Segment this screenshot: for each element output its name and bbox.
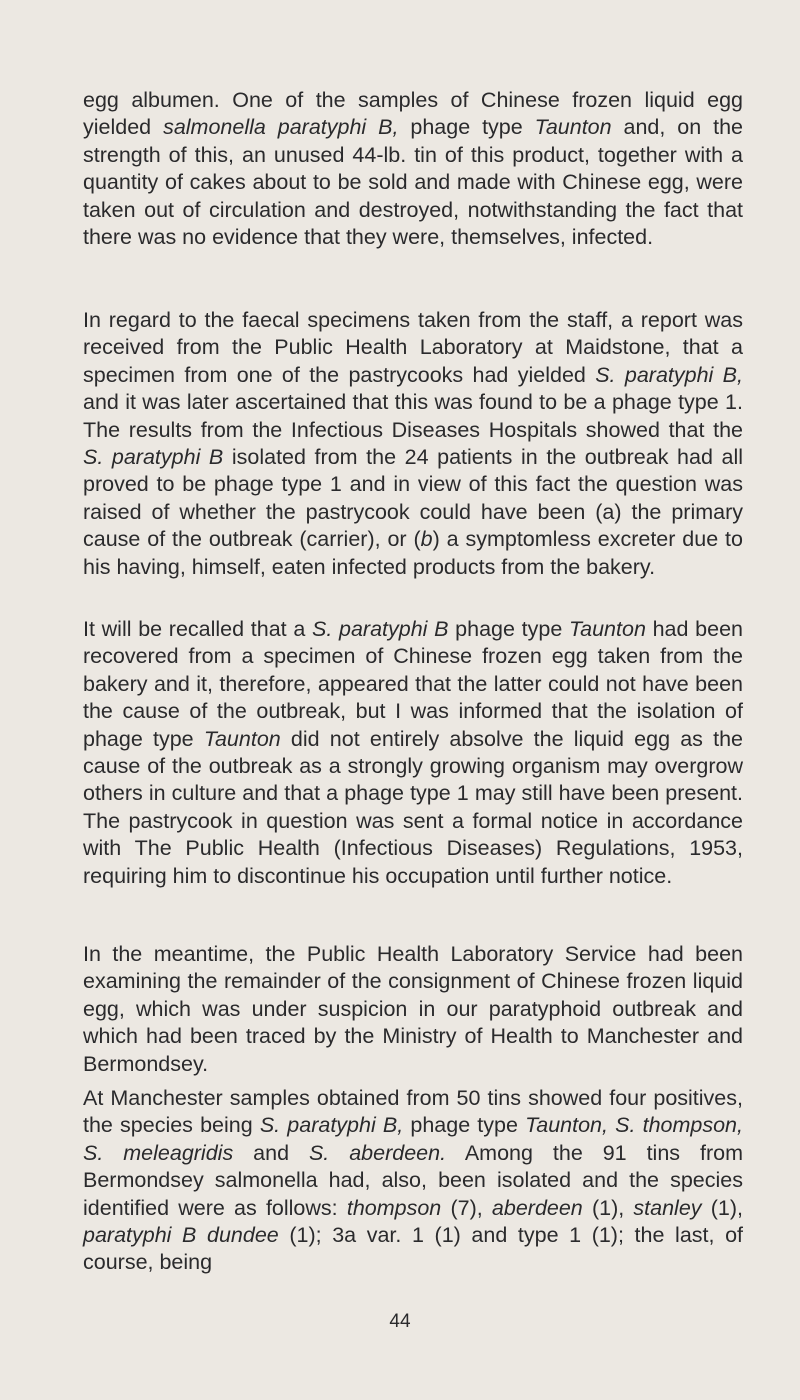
text-segment-italic: Taunton, S. thompson, S. meleagridis: [83, 1113, 743, 1165]
paragraph-1: [83, 87, 743, 251]
paragraph-4: [83, 941, 743, 1078]
text-segment: phage type: [403, 1113, 526, 1138]
text-segment-italic: aberdeen: [491, 1195, 583, 1220]
paragraph-text: [83, 307, 743, 581]
text-segment: egg albumen. One of the samples of Chinese frozen liquid egg yielded: [83, 88, 743, 140]
text-segment: In regard to the faecal specimens taken from the staff, a report was received from the Public Health Laboratory at Maidstone, that a specimen from one of the pastrycooks had yielded: [83, 308, 743, 387]
text-segment: ) a symptomless excreter due to his having, himself, eaten infected products from the bakery.: [83, 527, 743, 579]
text-segment-italic: Taunton: [203, 726, 281, 751]
text-segment-italic: S. paratyphi B,: [259, 1113, 404, 1138]
text-segment: phage type: [448, 617, 569, 641]
page-number: 44: [389, 1311, 411, 1332]
paragraph-text: [83, 941, 743, 1078]
text-segment-italic: stanley: [633, 1195, 702, 1220]
text-segment: and, on the strength of this, an unused 44-lb. tin of this product, together with a quantity of cakes about to be sold and made with Chinese egg, were taken out of circulation and destroyed, notwithstanding the fact that there was no evidence that they were, themselves, infected.: [83, 115, 743, 250]
text-segment: had been recovered from a specimen of Chinese frozen egg taken from the bakery and it, therefore, appeared that the latter could not have been the cause of the outbreak, but I was informed that the isolation of phage type: [83, 617, 743, 751]
text-segment-italic: Taunton: [534, 115, 612, 140]
text-segment-italic: paratyphi B dundee: [83, 1223, 279, 1248]
paragraph-text: [83, 616, 743, 890]
paragraph-3: [83, 616, 743, 890]
text-segment: At Manchester samples obtained from 50 tins showed four positives, the species being: [83, 1086, 743, 1138]
text-segment-italic: salmonella paratyphi B,: [163, 115, 399, 140]
text-segment-italic: S. paratyphi B: [83, 445, 224, 470]
text-segment: and: [233, 1140, 309, 1165]
text-segment-italic: b: [420, 527, 433, 552]
paragraph-5: [83, 1085, 743, 1277]
text-segment: It will be recalled that a: [83, 617, 312, 641]
text-segment: and it was later ascertained that this was found to be a phage type 1. The results from the Infectious Diseases Hospitals showed that the: [83, 390, 743, 442]
text-segment: In the meantime, the Public Health Laboratory Service had been examining the remainder of the consignment of Chinese frozen liquid egg, which was under suspicion in our paratyphoid outbreak and which had been traced by the Ministry of Health to Manchester and Bermondsey.: [83, 942, 743, 1076]
text-segment: phage type: [398, 115, 535, 140]
text-segment: (1); 3a var. 1 (1) and type 1 (1); the last, of course, being: [83, 1223, 744, 1275]
text-segment: did not entirely absolve the liquid egg as the cause of the outbreak as a strongly growing organism may overgrow others in culture and that a phage type 1 may still have been present. The pastrycook in question was sent a formal notice in accordance with The Public Health (Infectious Diseases) Regulations, 1953, requiring him to discontinue his occupation until further notice.: [83, 726, 744, 888]
paragraph-text: [83, 1085, 743, 1277]
text-segment: (7),: [441, 1195, 492, 1220]
text-segment-italic: S. aberdeen.: [308, 1140, 447, 1165]
text-segment: (1),: [582, 1195, 634, 1220]
paragraph-2: [83, 307, 743, 581]
paragraph-text: [83, 87, 743, 251]
text-segment-italic: thompson: [346, 1195, 442, 1220]
text-segment-italic: S. paratyphi B: [311, 617, 449, 641]
text-segment: Among the 91 tins from Bermondsey salmonella had, also, been isolated and the species identified were as follows:: [83, 1140, 743, 1220]
text-segment-italic: Taunton: [568, 617, 646, 641]
text-segment: isolated from the 24 patients in the outbreak had all proved to be phage type 1 and in view of this fact the question was raised of whether the pastrycook could have been (a) the primary cause of the outbreak (carrier), or (: [83, 445, 744, 552]
text-segment-italic: S. paratyphi B,: [595, 362, 743, 387]
text-segment: (1),: [701, 1195, 743, 1220]
